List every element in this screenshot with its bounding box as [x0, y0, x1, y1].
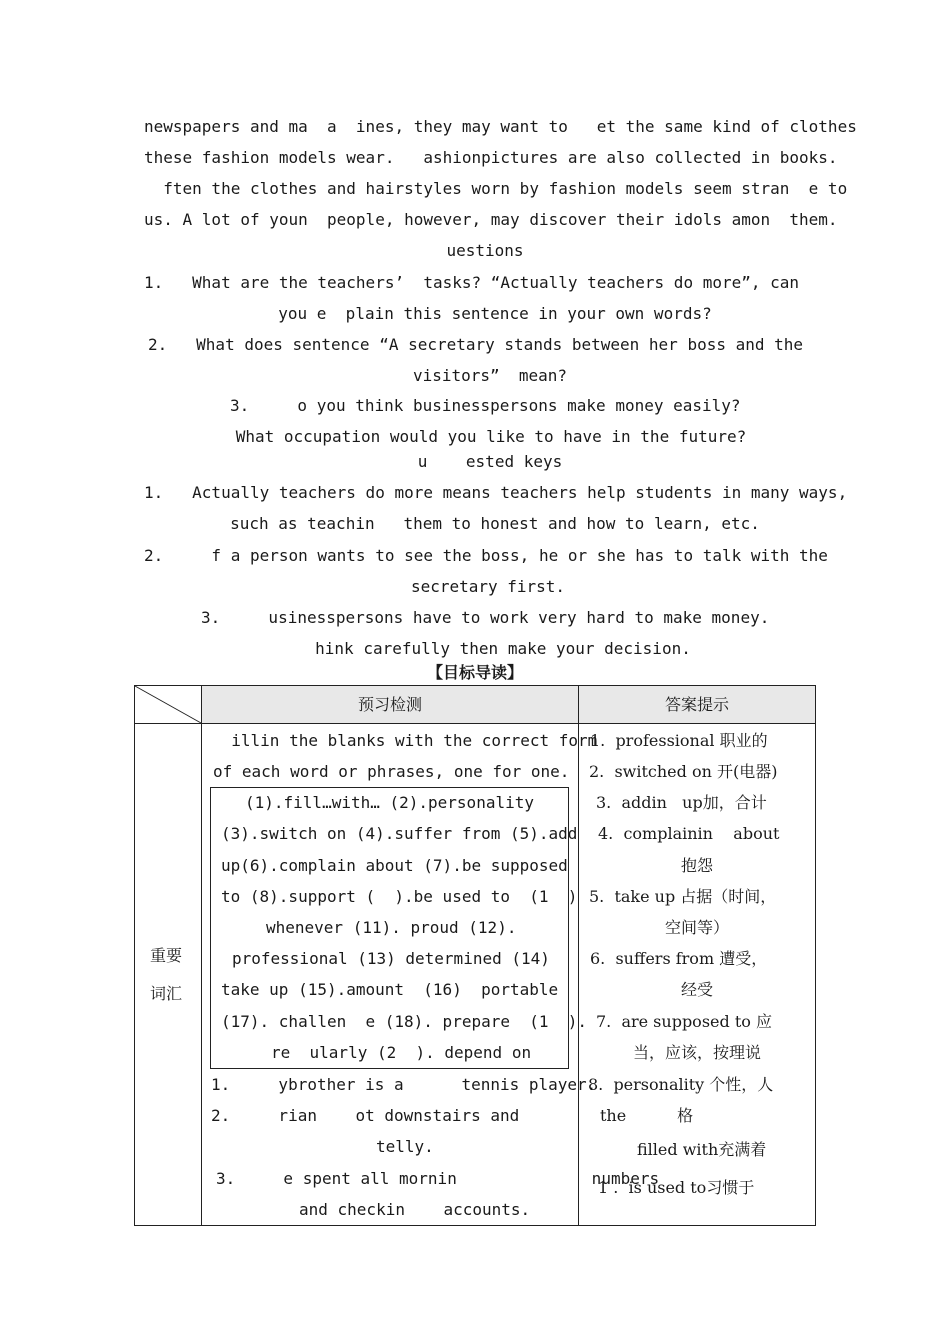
exercise-line: telly. [376, 1137, 434, 1156]
question-2-line-b: visitors” mean? [412, 366, 568, 385]
word-bank-line: re ularly (2 ). depend on [271, 1043, 532, 1062]
passage-line-1: newspapers and ma a ines, they may want to et the same kind of clothes [144, 117, 857, 136]
passage-line-3: ften the clothes and hairstyles worn by fashion models seem stran e to [144, 179, 848, 198]
passage-line-4: us. A lot of youn people, however, may discover their idols amon them. [144, 210, 838, 229]
table-col-divider-2 [578, 685, 579, 1226]
row-label-important: 重要 [150, 946, 183, 965]
word-bank-line: (1).fill…with… (2).personality [245, 793, 534, 812]
answer-line: 6. suffers from 遭受， [590, 949, 768, 968]
answer-line: 1. professional 职业的 [590, 731, 768, 750]
key-2-line-b: secretary first. [410, 577, 566, 596]
word-bank-line: take up (15).amount (16) portable [221, 980, 559, 999]
answer-line: 空间等） [664, 918, 729, 937]
exercise-line: 2. rian ot downstairs and [211, 1106, 520, 1125]
key-1-line-a: 1. Actually teachers do more means teachers help students in many ways, [144, 483, 848, 502]
answer-line: 5. take up 占据（时间， [589, 887, 777, 906]
header-preview-check: 预习检测 [357, 695, 422, 714]
passage-line-2: these fashion models wear. ashionpictures are also collected in books. [144, 148, 838, 167]
instruction-line-1: illin the blanks with the correct form [212, 731, 598, 750]
question-2-line-a: 2. What does sentence “A secretary stands between her boss and the [148, 335, 804, 354]
question-3-line-a: 3. o you think businesspersons make money easily? [230, 396, 741, 415]
question-1-line-b: you e plain this sentence in your own words? [278, 304, 712, 323]
question-3-line-b: What occupation would you like to have in the future? [235, 427, 747, 446]
questions-heading: uestions [446, 241, 524, 260]
key-2-line-a: 2. f a person wants to see the boss, he or she has to talk with the [144, 546, 828, 565]
header-answer-hints: 答案提示 [664, 695, 729, 714]
key-3-line-b: hink carefully then make your decision. [315, 639, 691, 658]
instruction-line-2: of each word or phrases, one for one. [213, 762, 570, 781]
answer-line: the 格 [600, 1106, 694, 1125]
word-bank-line: up(6).complain about (7).be supposed [221, 856, 568, 875]
answer-line: 3. addin up加，合计 [596, 793, 767, 812]
section-title: 【目标导读】 [426, 663, 523, 682]
word-bank-line: (3).switch on (4).suffer from (5).add [221, 824, 578, 843]
word-bank-line: to (8).support ( ).be used to (1 ) [221, 887, 578, 906]
exercise-line: 1. ybrother is a tennis player. [211, 1075, 597, 1094]
word-bank-line: (17). challen e (18). prepare (1 ). [221, 1012, 588, 1031]
table-header-divider [134, 723, 816, 724]
keys-heading: u ested keys [417, 452, 563, 471]
answer-line: 7. are supposed to 应 [596, 1012, 772, 1031]
answer-line: 经受 [680, 980, 713, 999]
key-3-line-a: 3. usinesspersons have to work very hard to make money. [201, 608, 770, 627]
answer-line: 1 . is used to习惯于 [598, 1178, 755, 1197]
word-bank-line: whenever (11). proud (12). [266, 918, 517, 937]
answer-line: 8. personality 个性，人 [588, 1075, 774, 1094]
table-col-divider-1 [201, 685, 202, 1226]
word-bank-line: professional (13) determined (14) [232, 949, 550, 968]
answer-line: 4. complainin about [598, 824, 780, 843]
answer-line: 抱怨 [680, 856, 713, 875]
exercise-line: 3. e spent all mornin numbers [216, 1169, 660, 1188]
exercise-line: and checkin accounts. [299, 1200, 531, 1219]
answer-line: 2. switched on 开(电器) [589, 762, 778, 781]
key-1-line-b: such as teachin them to honest and how to learn, etc. [230, 514, 760, 533]
answer-line: 当，应该，按理说 [632, 1043, 761, 1062]
table-diagonal-line [134, 685, 202, 724]
row-label-vocabulary: 词汇 [150, 984, 183, 1003]
answer-line: filled with充满着 [637, 1140, 767, 1159]
question-1-line-a: 1. What are the teachers’ tasks? “Actually teachers do more”, can [144, 273, 800, 292]
